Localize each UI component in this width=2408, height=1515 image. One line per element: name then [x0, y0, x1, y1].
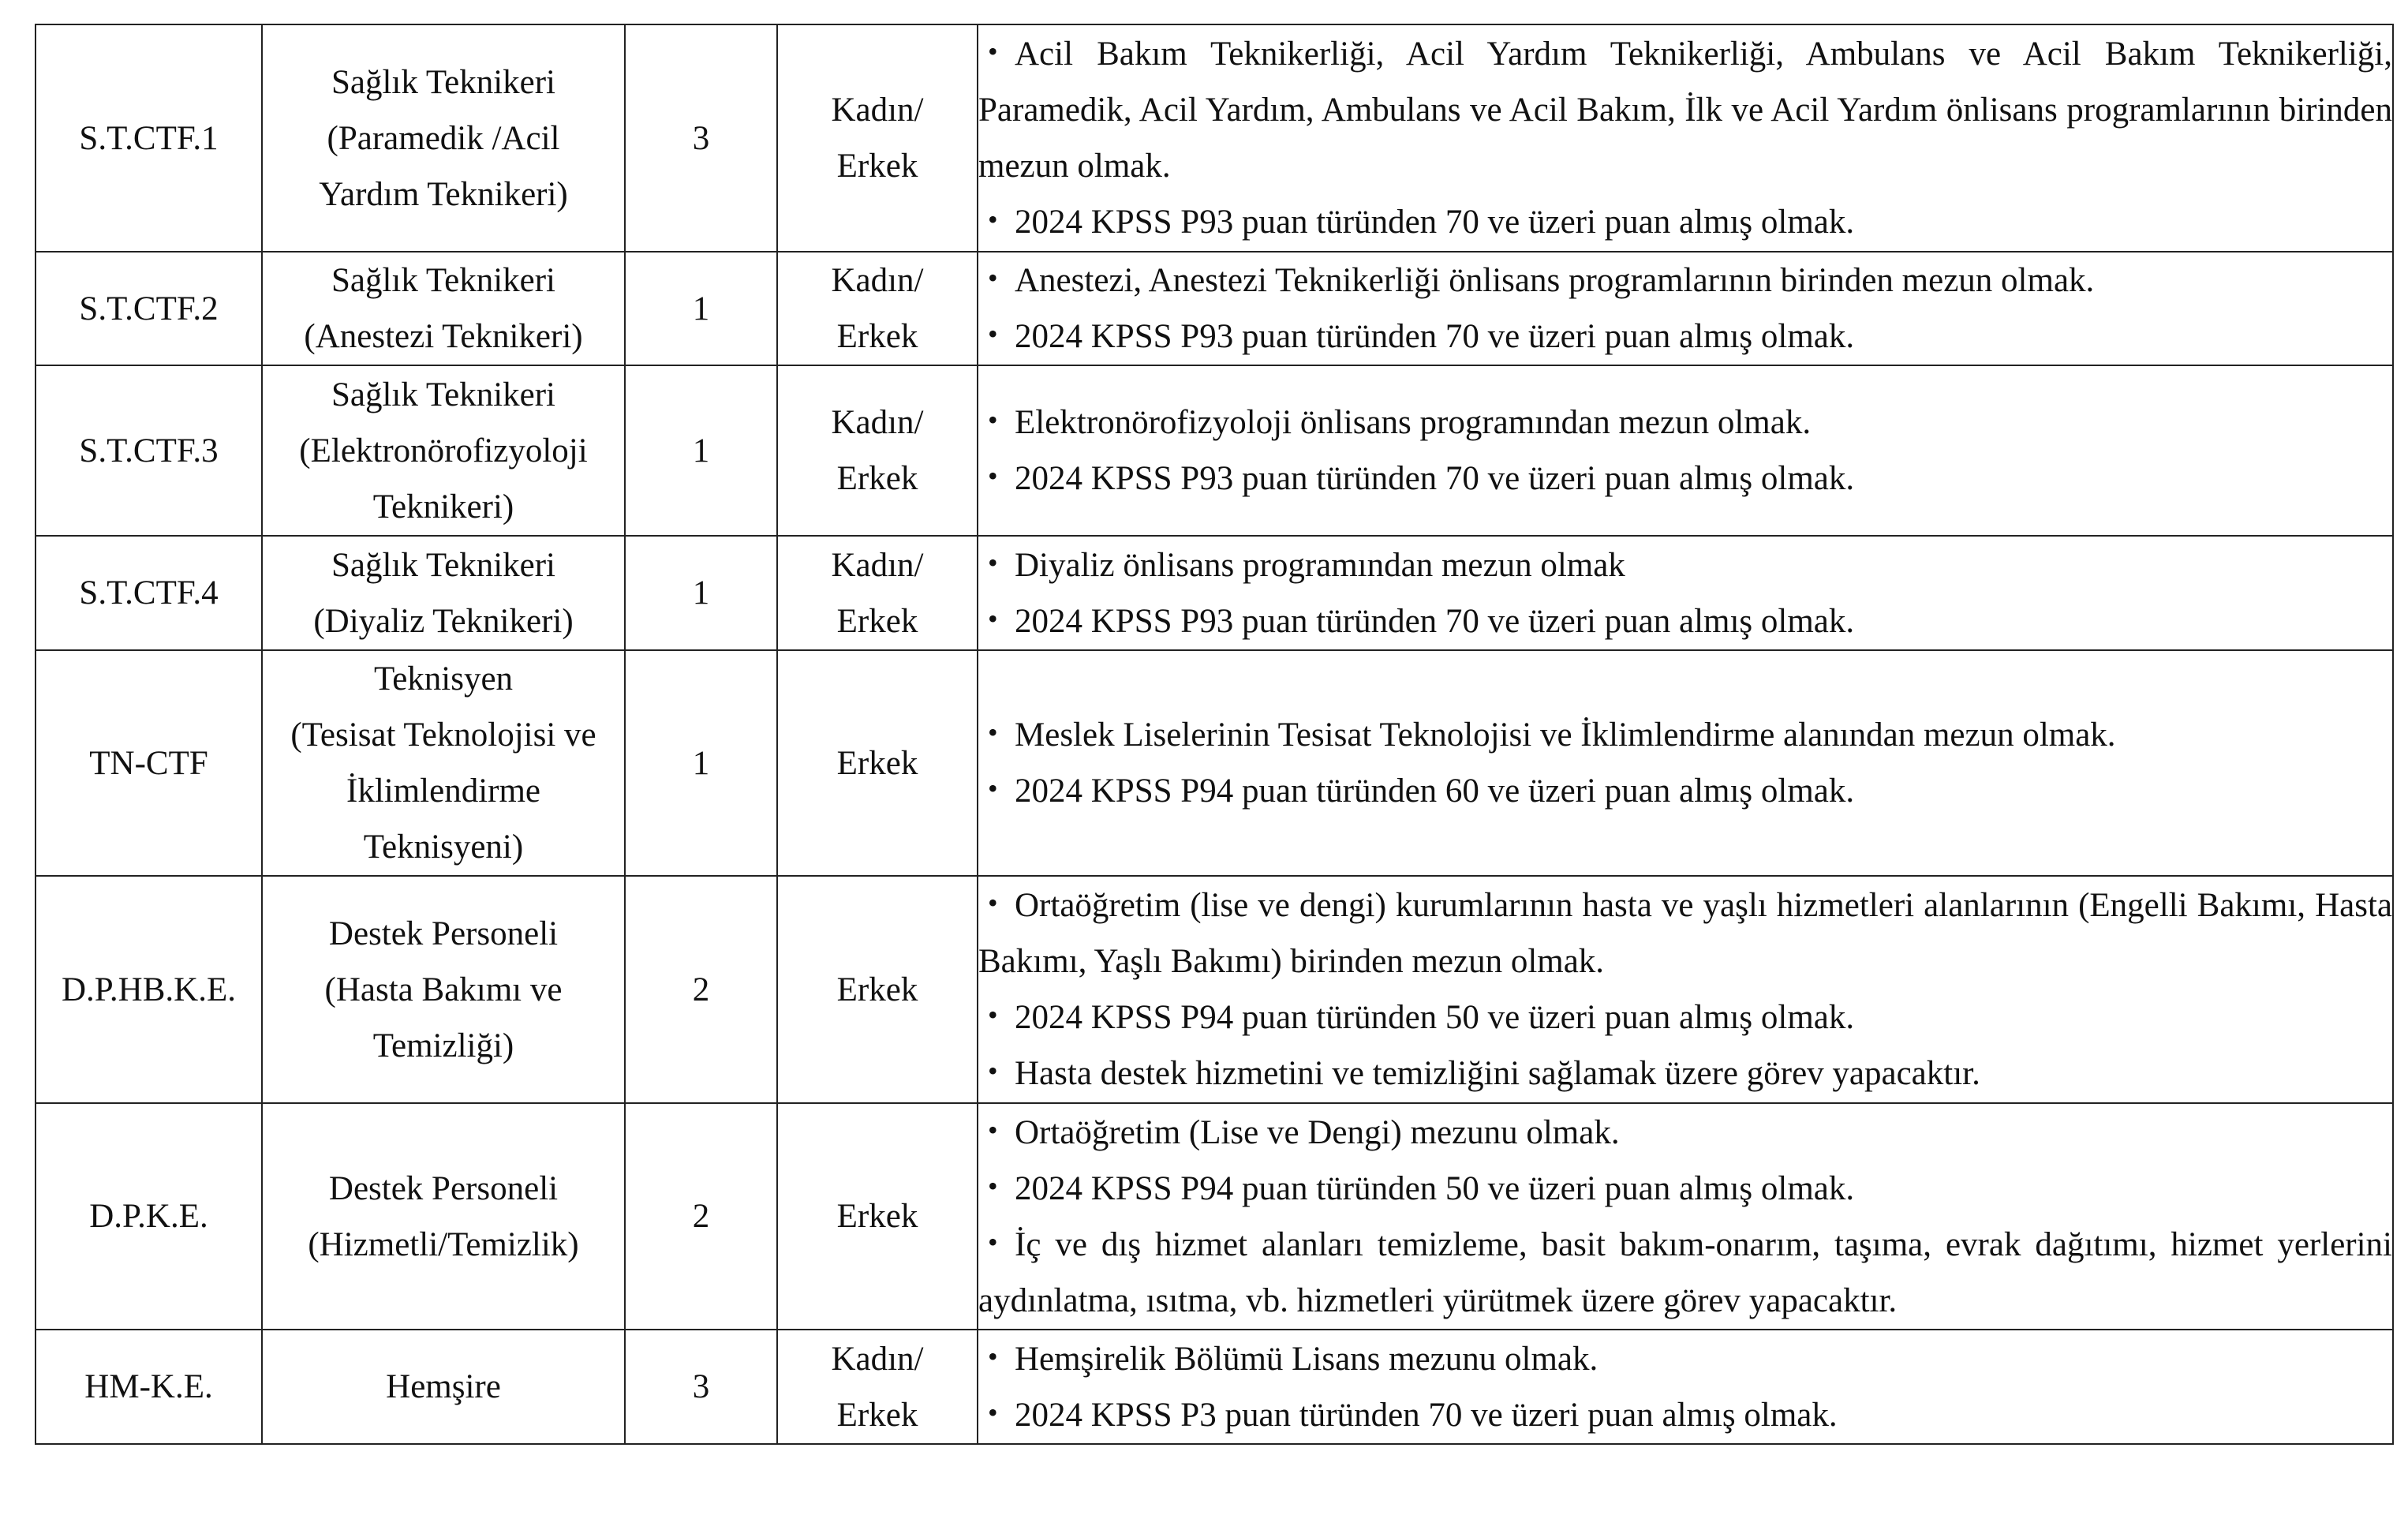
requirement-item: • Hemşirelik Bölümü Lisans mezunu olmak. [978, 1331, 2392, 1387]
position-count: 1 [625, 365, 777, 536]
position-requirements [978, 536, 2393, 650]
position-title: Sağlık Teknikeri (Paramedik /Acil Yardım Teknikeri) [262, 24, 625, 252]
bullet-icon: • [988, 546, 998, 578]
requirement-item: • Hasta destek hizmetini ve temizliğini sağlamak üzere görev yapacaktır. [978, 1046, 2392, 1102]
position-code: TN-CTF [36, 650, 262, 876]
table-row [36, 1103, 2393, 1330]
table-row [36, 24, 2393, 252]
requirement-item: • Diyaliz önlisans programından mezun olmak [978, 537, 2392, 593]
position-requirements [978, 876, 2393, 1103]
bullet-icon: • [988, 887, 998, 918]
position-code: S.T.CTF.4 [36, 536, 262, 650]
requirement-item: • 2024 KPSS P93 puan türünden 70 ve üzeri puan almış olmak. [978, 593, 2392, 649]
bullet-icon: • [988, 404, 998, 436]
requirement-item: • İç ve dış hizmet alanları temizleme, basit bakım-onarım, taşıma, evrak dağıtımı, hizmet yerlerini aydınlatma, ısıtma, vb. hizmetleri yürütmek üzere görev yapacaktır. [978, 1217, 2392, 1329]
position-title: Destek Personeli (Hizmetli/Temizlik) [262, 1103, 625, 1330]
bullet-icon: • [988, 318, 998, 350]
requirement-item: • Elektronörofizyoloji önlisans programından mezun olmak. [978, 395, 2392, 451]
positions-table [35, 24, 2394, 1445]
position-requirements [978, 1103, 2393, 1330]
position-title: Teknisyen (Tesisat Teknolojisi ve İklimlendirme Teknisyeni) [262, 650, 625, 876]
requirement-item: • 2024 KPSS P93 puan türünden 70 ve üzeri puan almış olmak. [978, 451, 2392, 507]
position-count: 3 [625, 1330, 777, 1444]
table-row [36, 650, 2393, 876]
position-count: 1 [625, 536, 777, 650]
bullet-icon: • [988, 602, 998, 634]
bullet-icon: • [988, 1113, 998, 1146]
table-row [36, 1330, 2393, 1444]
position-code: S.T.CTF.3 [36, 365, 262, 536]
requirement-item: • 2024 KPSS P94 puan türünden 60 ve üzeri puan almış olmak. [978, 763, 2392, 819]
position-title: Sağlık Teknikeri (Elektronörofizyoloji Teknikeri) [262, 365, 625, 536]
requirement-item: • Anestezi, Anestezi Teknikerliği önlisans programlarının birinden mezun olmak. [978, 252, 2392, 309]
bullet-icon: • [988, 1055, 998, 1087]
position-count: 1 [625, 252, 777, 365]
position-requirements [978, 650, 2393, 876]
requirement-item: • 2024 KPSS P93 puan türünden 70 ve üzeri puan almış olmak. [978, 194, 2392, 250]
table-row [36, 365, 2393, 536]
table-row [36, 876, 2393, 1103]
requirement-item: • 2024 KPSS P94 puan türünden 50 ve üzeri puan almış olmak. [978, 989, 2392, 1046]
position-code: HM-K.E. [36, 1330, 262, 1444]
position-code: S.T.CTF.1 [36, 24, 262, 252]
table-row [36, 536, 2393, 650]
bullet-icon: • [988, 1225, 998, 1258]
requirement-item: • 2024 KPSS P3 puan türünden 70 ve üzeri puan almış olmak. [978, 1387, 2392, 1443]
bullet-icon: • [988, 36, 998, 67]
position-count: 2 [625, 1103, 777, 1330]
bullet-icon: • [988, 262, 998, 294]
position-gender: Erkek [777, 1103, 978, 1330]
position-gender: Erkek [777, 650, 978, 876]
requirement-item: • Ortaöğretim (lise ve dengi) kurumlarının hasta ve yaşlı hizmetleri alanlarının (Engelli Bakımı, Hasta Bakımı, Yaşlı Bakımı) birinden mezun olmak. [978, 877, 2392, 989]
position-code: D.P.HB.K.E. [36, 876, 262, 1103]
position-gender: Kadın/ Erkek [777, 24, 978, 252]
position-gender: Kadın/ Erkek [777, 252, 978, 365]
position-gender: Kadın/ Erkek [777, 536, 978, 650]
position-gender: Erkek [777, 876, 978, 1103]
position-requirements [978, 24, 2393, 252]
position-title: Sağlık Teknikeri (Anestezi Teknikeri) [262, 252, 625, 365]
bullet-icon: • [988, 716, 998, 748]
position-requirements [978, 252, 2393, 365]
position-requirements [978, 1330, 2393, 1444]
position-count: 3 [625, 24, 777, 252]
requirement-item: • 2024 KPSS P93 puan türünden 70 ve üzeri puan almış olmak. [978, 309, 2392, 365]
bullet-icon: • [988, 460, 998, 492]
position-gender: Kadın/ Erkek [777, 365, 978, 536]
table-row [36, 252, 2393, 365]
position-title: Destek Personeli (Hasta Bakımı ve Temizliği) [262, 876, 625, 1103]
requirement-item: • Acil Bakım Teknikerliği, Acil Yardım Teknikerliği, Ambulans ve Acil Bakım Teknikerliği, Paramedik, Acil Yardım, Ambulans ve Acil Bakım, İlk ve Acil Yardım önlisans programlarının birinden mezun olmak. [978, 26, 2392, 194]
requirement-item: • Meslek Liselerinin Tesisat Teknolojisi ve İklimlendirme alanından mezun olmak. [978, 707, 2392, 763]
position-code: S.T.CTF.2 [36, 252, 262, 365]
position-code: D.P.K.E. [36, 1103, 262, 1330]
bullet-icon: • [988, 1396, 998, 1428]
requirement-item: • 2024 KPSS P94 puan türünden 50 ve üzeri puan almış olmak. [978, 1161, 2392, 1217]
requirement-item: • Ortaöğretim (Lise ve Dengi) mezunu olmak. [978, 1105, 2392, 1161]
position-requirements [978, 365, 2393, 536]
bullet-icon: • [988, 204, 998, 235]
bullet-icon: • [988, 772, 998, 804]
position-count: 2 [625, 876, 777, 1103]
bullet-icon: • [988, 1169, 998, 1202]
position-title: Sağlık Teknikeri (Diyaliz Teknikeri) [262, 536, 625, 650]
position-title: Hemşire [262, 1330, 625, 1444]
position-gender: Kadın/ Erkek [777, 1330, 978, 1444]
bullet-icon: • [988, 1340, 998, 1372]
bullet-icon: • [988, 999, 998, 1031]
position-count: 1 [625, 650, 777, 876]
